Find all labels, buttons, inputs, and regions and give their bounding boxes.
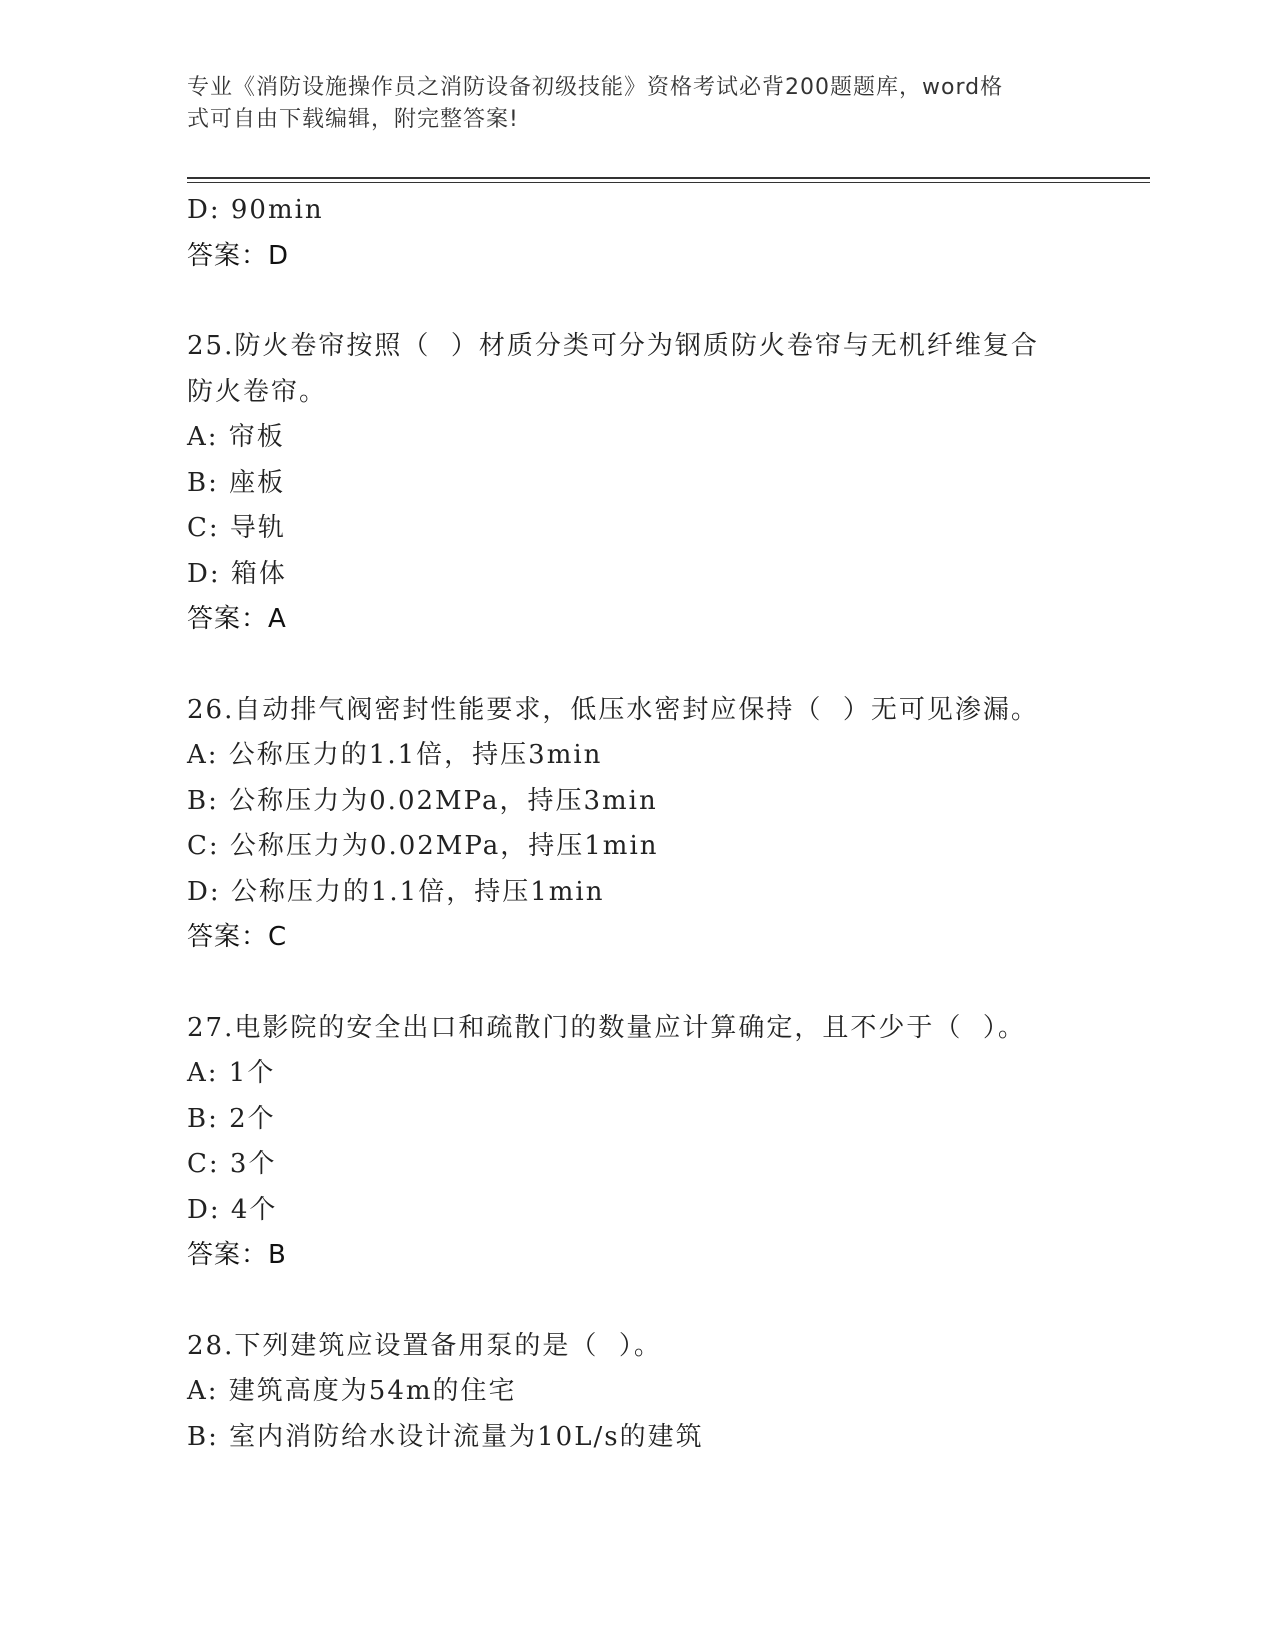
option-a: A: 建筑高度为54m的住宅 <box>187 1376 517 1406</box>
question-answer: 答案：A <box>187 604 287 634</box>
question-answer: 答案：C <box>187 922 288 952</box>
document-body <box>187 188 1087 1460</box>
question-answer: 答案：B <box>187 1240 287 1270</box>
option-b: B: 2个 <box>187 1103 276 1134</box>
question-spacer <box>187 279 1087 324</box>
question-stem: 27.电影院的安全出口和疏散门的数量应计算确定，且不少于（ ）。 <box>187 1012 1026 1043</box>
header-divider-thin <box>187 182 1150 183</box>
document-header <box>187 72 1067 136</box>
option-c: C: 3个 <box>187 1149 277 1179</box>
option-a: A: 1个 <box>187 1058 276 1088</box>
question-stem: 26.自动排气阀密封性能要求，低压水密封应保持（ ）无可见渗漏。 <box>187 694 1039 725</box>
question-spacer <box>187 961 1087 1006</box>
question-spacer <box>187 643 1087 688</box>
question-27 <box>187 1006 1087 1279</box>
question-stem: 28.下列建筑应设置备用泵的是（ ）。 <box>187 1330 662 1361</box>
header-line-1: 专业《消防设施操作员之消防设备初级技能》资格考试必背200题题库，word格 <box>187 75 1004 100</box>
question-28 <box>187 1324 1087 1461</box>
question-25 <box>187 324 1087 643</box>
header-divider-thick <box>187 177 1150 179</box>
question-26 <box>187 688 1087 961</box>
option-d: D: 公称压力的1.1倍，持压1min <box>187 876 605 907</box>
question-spacer <box>187 1279 1087 1324</box>
option-d: D: 箱体 <box>187 558 287 589</box>
option-b: B: 公称压力为0.02MPa，持压3min <box>187 785 658 816</box>
question-stem: 25.防火卷帘按照（ ）材质分类可分为钢质防火卷帘与无机纤维复合 <box>187 331 1039 361</box>
question-stem-continued: 防火卷帘。 <box>187 376 328 407</box>
option-c: C: 公称压力为0.02MPa，持压1min <box>187 831 659 861</box>
prev-question-answer: 答案：D <box>187 240 290 271</box>
header-line-2: 式可自由下载编辑，附完整答案! <box>187 107 519 132</box>
option-c: C: 导轨 <box>187 513 286 543</box>
option-b: B: 室内消防给水设计流量为10L/s的建筑 <box>187 1421 704 1452</box>
option-a: A: 帘板 <box>187 422 285 452</box>
prev-question-option-d: D: 90min <box>187 195 324 225</box>
option-a: A: 公称压力的1.1倍，持压3min <box>187 740 603 770</box>
option-d: D: 4个 <box>187 1194 278 1225</box>
option-b: B: 座板 <box>187 467 286 498</box>
